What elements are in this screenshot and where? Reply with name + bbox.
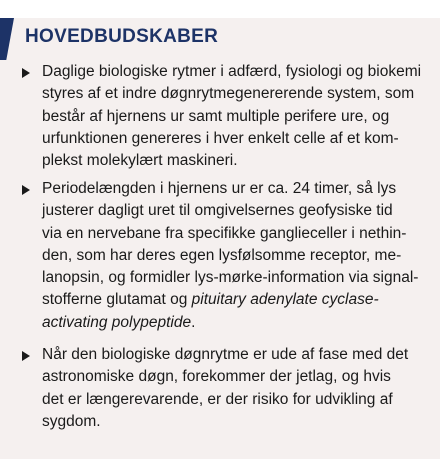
triangle-bullet-icon [22, 351, 30, 361]
text-plain: . [191, 313, 196, 331]
text-line [42, 289, 427, 311]
text-italic: activating polypeptide [42, 313, 192, 331]
text-line: justerer dagligt uret til omgivelsernes geofysiske tid [42, 202, 393, 220]
text-line: Når den biologiske døgnrytme er ude af fase med det [42, 346, 409, 363]
text-line: sygdom. [42, 412, 101, 430]
text-line: plekst molekylært maskineri. [42, 152, 238, 170]
text-line [42, 312, 427, 334]
bullet-text [42, 344, 427, 433]
text-line: astronomiske døgn, forekommer der jetlag, og hvis [42, 368, 391, 386]
text-line: Daglige biologiske rytmer i adfærd, fysiologi og biokemi [42, 63, 422, 80]
text-line: styres af et indre døgnrytmegenererende system, som [42, 85, 415, 103]
text-line: består af hjernens ur samt multiple perifere ure, og [42, 107, 390, 125]
text-line: Periodelængden i hjernens ur er ca. 24 timer, så lys [42, 180, 397, 197]
text-line: det er længerevarende, er der risiko for udvikling af [42, 390, 393, 408]
text-line: den, som har deres egen lysfølsomme receptor, me- [42, 246, 402, 264]
text-italic: pituitary adenylate cyclase- [191, 291, 379, 309]
triangle-bullet-icon [22, 68, 30, 78]
bullet-text [42, 61, 427, 172]
text-line: urfunktionen genereres i hver enkelt celle af et kom- [42, 129, 399, 147]
triangle-bullet-icon [22, 185, 30, 195]
box-title: HOVEDBUDSKABER [25, 26, 219, 47]
text-plain: stofferne glutamat og [42, 291, 192, 309]
text-line: lanopsin, og formidler lys-mørke-information via signal- [42, 269, 419, 287]
text-line: via en nervebane fra specifikke ganglieceller i nethin- [42, 224, 407, 242]
bullet-text [42, 178, 427, 334]
